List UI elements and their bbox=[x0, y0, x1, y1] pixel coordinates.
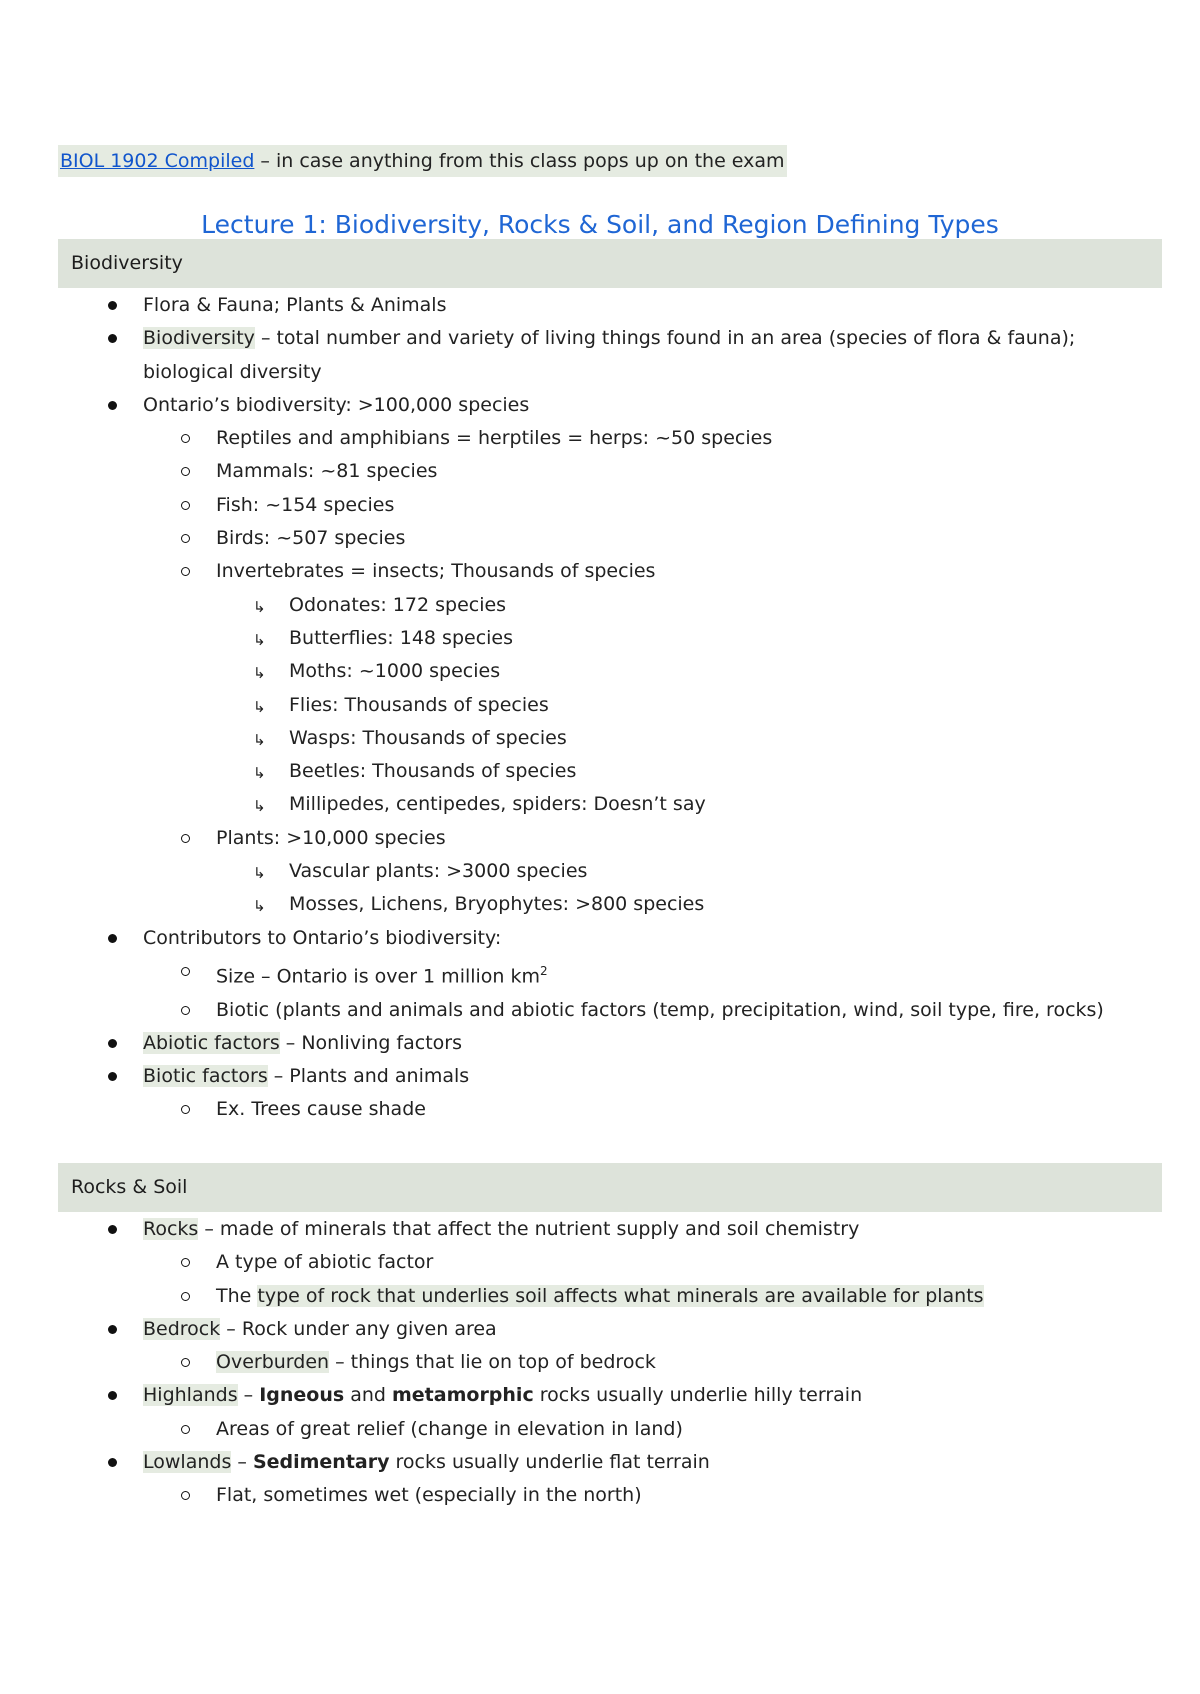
course-link[interactable]: BIOL 1902 Compiled bbox=[60, 150, 255, 172]
rocks-soil-list bbox=[0, 1213, 1200, 1513]
list-item: Invertebrates = insects; Thousands of species bbox=[0, 555, 1200, 588]
bullet-dot-icon bbox=[108, 301, 117, 310]
bullet-dot-icon bbox=[108, 1391, 117, 1400]
list-item: Birds: ~507 species bbox=[0, 522, 1200, 555]
bullet-arrow-icon: ↳ bbox=[253, 797, 266, 816]
bullet-circle-icon bbox=[181, 1292, 190, 1301]
term-highlight: Bedrock bbox=[143, 1317, 221, 1340]
list-item: A type of abiotic factor bbox=[0, 1246, 1200, 1279]
intro-line bbox=[58, 145, 787, 177]
term-highlight: Overburden bbox=[216, 1351, 330, 1374]
list-item: Abiotic factors – Nonliving factors bbox=[0, 1027, 1200, 1060]
bullet-circle-icon bbox=[181, 567, 190, 576]
bullet-dot-icon bbox=[108, 1225, 117, 1234]
bullet-circle-icon bbox=[181, 501, 190, 510]
bullet-circle-icon bbox=[181, 1006, 190, 1015]
section-heading-biodiversity: Biodiversity bbox=[58, 239, 1162, 288]
bullet-dot-icon bbox=[108, 1325, 117, 1334]
bullet-circle-icon bbox=[181, 534, 190, 543]
bullet-circle-icon bbox=[181, 1105, 190, 1114]
list-item: Biotic factors – Plants and animals bbox=[0, 1060, 1200, 1093]
bullet-dot-icon bbox=[108, 401, 117, 410]
list-item: ↳ Flies: Thousands of species bbox=[0, 689, 1200, 722]
bullet-arrow-icon: ↳ bbox=[253, 764, 266, 783]
phrase-highlight: type of rock that underlies soil affects what minerals are available for plants bbox=[257, 1284, 984, 1307]
list-item: ↳ Beetles: Thousands of species bbox=[0, 755, 1200, 788]
list-item: Rocks – made of minerals that affect the nutrient supply and soil chemistry bbox=[0, 1213, 1200, 1246]
superscript: 2 bbox=[540, 963, 548, 978]
list-item: ↳ Odonates: 172 species bbox=[0, 589, 1200, 622]
bullet-circle-icon bbox=[181, 967, 190, 976]
list-item: ↳ Mosses, Lichens, Bryophytes: >800 species bbox=[0, 888, 1200, 921]
term-highlight: Biodiversity bbox=[143, 327, 255, 350]
list-item: Highlands – Igneous and metamorphic rocks usually underlie hilly terrain bbox=[0, 1379, 1200, 1412]
list-item: Biotic (plants and animals and abiotic factors (temp, precipitation, wind, soil type, fire, rocks) bbox=[0, 994, 1200, 1027]
list-item: Contributors to Ontario’s biodiversity: bbox=[0, 922, 1200, 955]
bullet-arrow-icon: ↳ bbox=[253, 897, 266, 916]
list-item: Size – Ontario is over 1 million $km^2$ bbox=[0, 955, 1200, 994]
list-item: Flora & Fauna; Plants & Animals bbox=[0, 289, 1200, 322]
bullet-arrow-icon: ↳ bbox=[253, 597, 266, 616]
list-item: ↳ Moths: ~1000 species bbox=[0, 655, 1200, 688]
list-item: Reptiles and amphibians = herptiles = herps: ~50 species bbox=[0, 422, 1200, 455]
bullet-arrow-icon: ↳ bbox=[253, 697, 266, 716]
bullet-dot-icon bbox=[108, 1458, 117, 1467]
list-item: Biodiversity – total number and variety of living things found in an area (species of flora & fauna); biological diversity bbox=[0, 322, 1200, 389]
bullet-circle-icon bbox=[181, 434, 190, 443]
list-item: Plants: >10,000 species bbox=[0, 822, 1200, 855]
section-heading-rocks-soil: Rocks & Soil bbox=[58, 1163, 1162, 1212]
list-item: The type of rock that underlies soil affects what minerals are available for plants bbox=[0, 1280, 1200, 1313]
list-item: Bedrock – Rock under any given area bbox=[0, 1313, 1200, 1346]
list-item: ↳ Wasps: Thousands of species bbox=[0, 722, 1200, 755]
intro-text: – in case anything from this class pops up on the exam bbox=[254, 150, 785, 172]
term-highlight: Rocks bbox=[143, 1218, 199, 1240]
term-highlight: Abiotic factors bbox=[143, 1031, 280, 1054]
bullet-dot-icon bbox=[108, 934, 117, 943]
list-item: Fish: ~154 species bbox=[0, 489, 1200, 522]
bullet-circle-icon bbox=[181, 1258, 190, 1267]
list-item: Areas of great relief (change in elevation in land) bbox=[0, 1413, 1200, 1446]
bullet-circle-icon bbox=[181, 1425, 190, 1434]
bullet-arrow-icon: ↳ bbox=[253, 630, 266, 649]
bullet-circle-icon bbox=[181, 1491, 190, 1500]
bullet-circle-icon bbox=[181, 834, 190, 843]
bullet-dot-icon bbox=[108, 334, 117, 343]
biodiversity-list bbox=[0, 289, 1200, 1127]
term-highlight: Biotic factors bbox=[143, 1065, 268, 1088]
list-item: Flat, sometimes wet (especially in the north) bbox=[0, 1479, 1200, 1512]
bullet-dot-icon bbox=[108, 1072, 117, 1081]
list-item: Lowlands – Sedimentary rocks usually underlie flat terrain bbox=[0, 1446, 1200, 1479]
list-item: ↳ Butterflies: 148 species bbox=[0, 622, 1200, 655]
bullet-dot-icon bbox=[108, 1039, 117, 1048]
bullet-arrow-icon: ↳ bbox=[253, 864, 266, 883]
list-item: Ex. Trees cause shade bbox=[0, 1093, 1200, 1126]
list-item: ↳ Vascular plants: >3000 species bbox=[0, 855, 1200, 888]
term-highlight: Highlands bbox=[143, 1384, 238, 1407]
bullet-arrow-icon: ↳ bbox=[253, 664, 266, 683]
term-highlight: Lowlands bbox=[143, 1451, 232, 1474]
list-item: Mammals: ~81 species bbox=[0, 455, 1200, 488]
bullet-arrow-icon: ↳ bbox=[253, 730, 266, 749]
lecture-title: Lecture 1: Biodiversity, Rocks & Soil, and Region Defining Types bbox=[201, 210, 999, 239]
list-item: Overburden – things that lie on top of bedrock bbox=[0, 1346, 1200, 1379]
list-item: ↳ Millipedes, centipedes, spiders: Doesn’t say bbox=[0, 788, 1200, 821]
bullet-circle-icon bbox=[181, 1358, 190, 1367]
bullet-circle-icon bbox=[181, 467, 190, 476]
list-item: Ontario’s biodiversity: >100,000 species bbox=[0, 389, 1200, 422]
